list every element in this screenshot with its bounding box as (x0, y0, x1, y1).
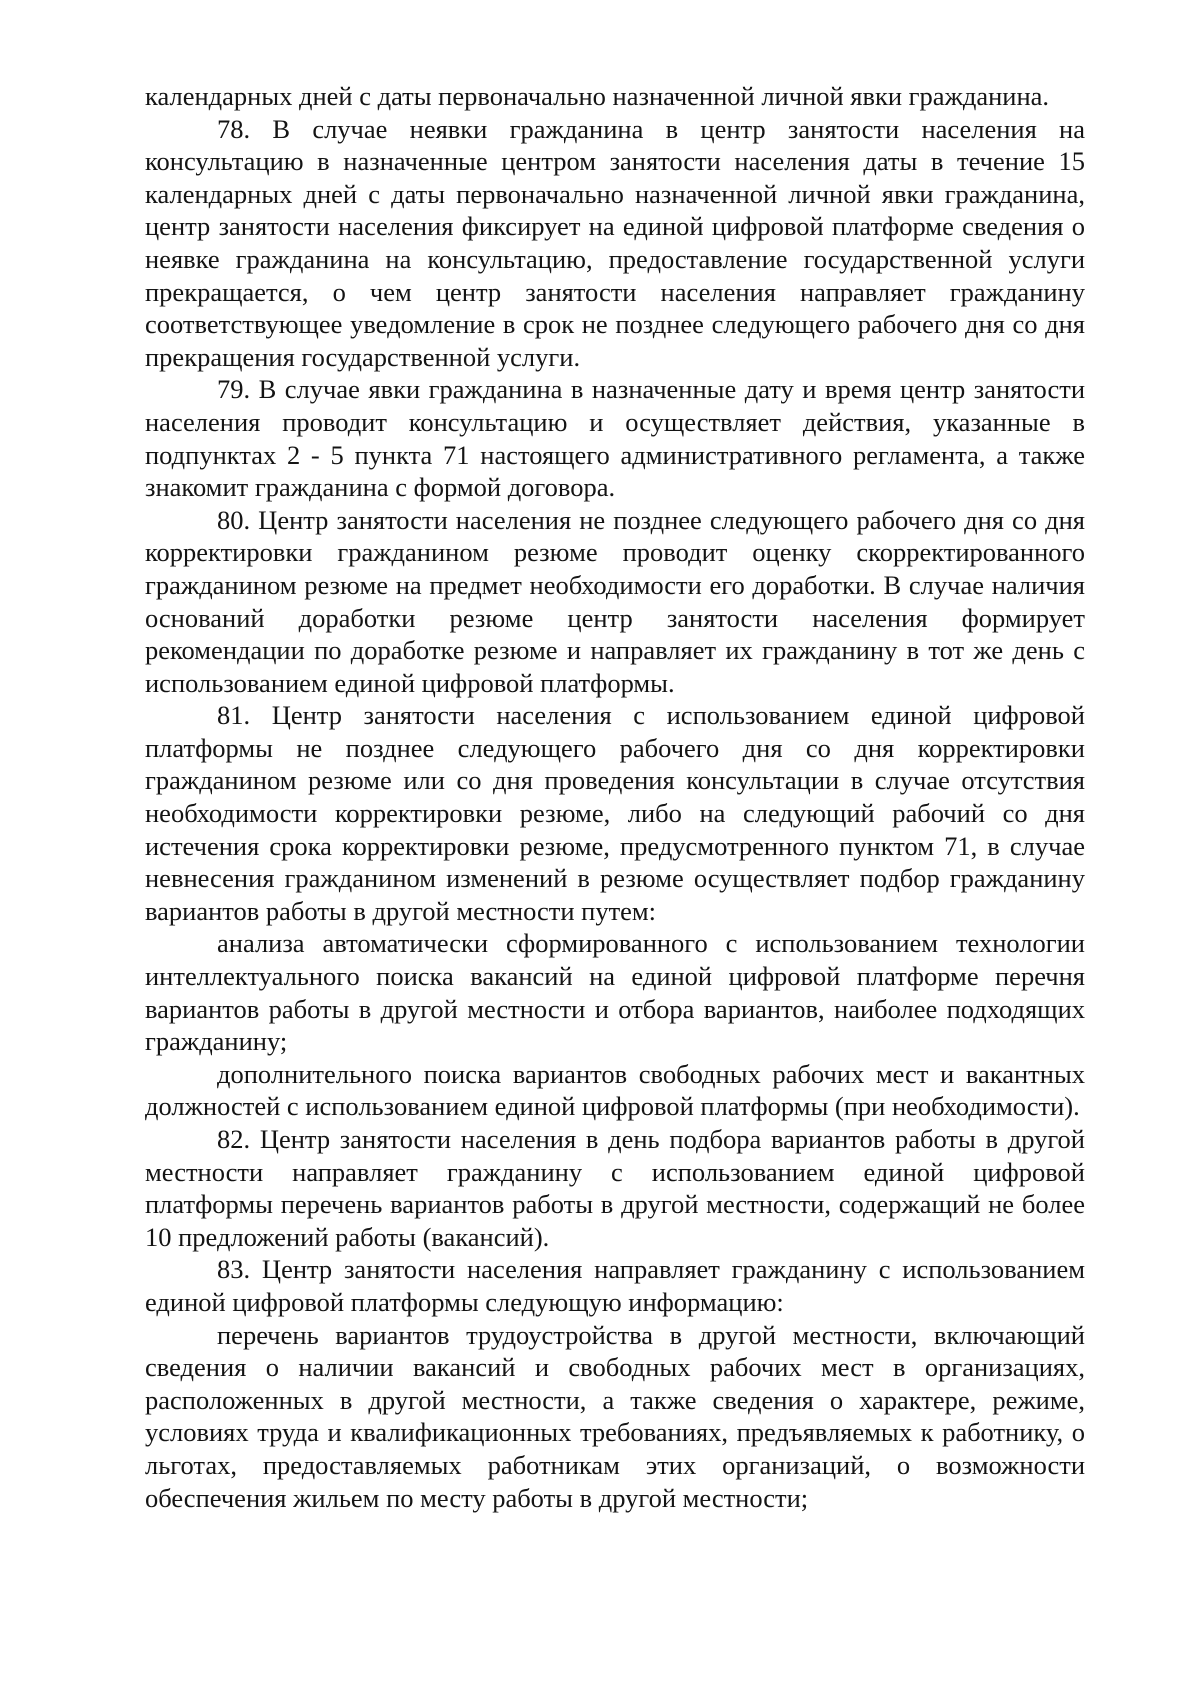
paragraph-78: 78. В случае неявки гражданина в центр занятости населения на консультацию в назначенные центром занятости населения даты в течение 15 календарных дней с даты первоначально назначенной личной явки гражданина, центр занятости населения фиксирует на единой цифровой платформе сведения о неявке гражданина на консультацию, предоставление государственной услуги прекращается, о чем центр занятости населения направляет гражданину соответствующее уведомление в срок не позднее следующего рабочего дня со дня прекращения государственной услуги. (145, 113, 1085, 372)
paragraph-83-item-1: перечень вариантов трудоустройства в другой местности, включающий сведения о наличии вакансий и свободных рабочих мест в организациях, расположенных в другой местности, а также сведения о характере, режиме, условиях труда и квалификационных требованиях, предъявляемых к работнику, о льготах, предоставляемых работникам этих организаций, о возможности обеспечения жильем по месту работы в другой местности; (145, 1319, 1085, 1513)
paragraph-81: 81. Центр занятости населения с использованием единой цифровой платформы не позднее следующего рабочего дня со дня корректировки гражданином резюме или со дня проведения консультации в случае отсутствия необходимости корректировки резюме, либо на следующий рабочий со дня истечения срока корректировки резюме, предусмотренного пунктом 71, в случае невнесения гражданином изменений в резюме осуществляет подбор гражданину вариантов работы в другой местности путем: (145, 700, 1085, 926)
paragraph-continuation: календарных дней с даты первоначально назначенной личной явки гражданина. (145, 81, 1050, 111)
paragraph-81-item-2: дополнительного поиска вариантов свободных рабочих мест и вакантных должностей с использованием единой цифровой платформы (при необходимости). (145, 1058, 1085, 1122)
paragraph-80: 80. Центр занятости населения не позднее следующего рабочего дня со дня корректировки гражданином резюме проводит оценку скорректированного гражданином резюме на предмет необходимости его доработки. В случае наличия оснований доработки резюме центр занятости населения формирует рекомендации по доработке резюме и направляет их гражданину в тот же день с использованием единой цифровой платформы. (145, 504, 1085, 698)
paragraph-79: 79. В случае явки гражданина в назначенные дату и время центр занятости населения проводит консультацию и осуществляет действия, указанные в подпунктах 2 - 5 пункта 71 настоящего административного регламента, а также знакомит гражданина с формой договора. (145, 374, 1085, 503)
paragraph-83: 83. Центр занятости населения направляет гражданину с использованием единой цифровой платформы следующую информацию: (145, 1254, 1085, 1317)
paragraph-81-item-1: анализа автоматически сформированного с использованием технологии интеллектуального поиска вакансий на единой цифровой платформе перечня вариантов работы в другой местности и отбора вариантов, наиболее подходящих гражданину; (145, 928, 1085, 1057)
document-body (145, 80, 1085, 1514)
paragraph-82: 82. Центр занятости населения в день подбора вариантов работы в другой местности направляет гражданину с использованием единой цифровой платформы перечень вариантов работы в другой местности, содержащий не более 10 предложений работы (вакансий). (145, 1124, 1085, 1252)
